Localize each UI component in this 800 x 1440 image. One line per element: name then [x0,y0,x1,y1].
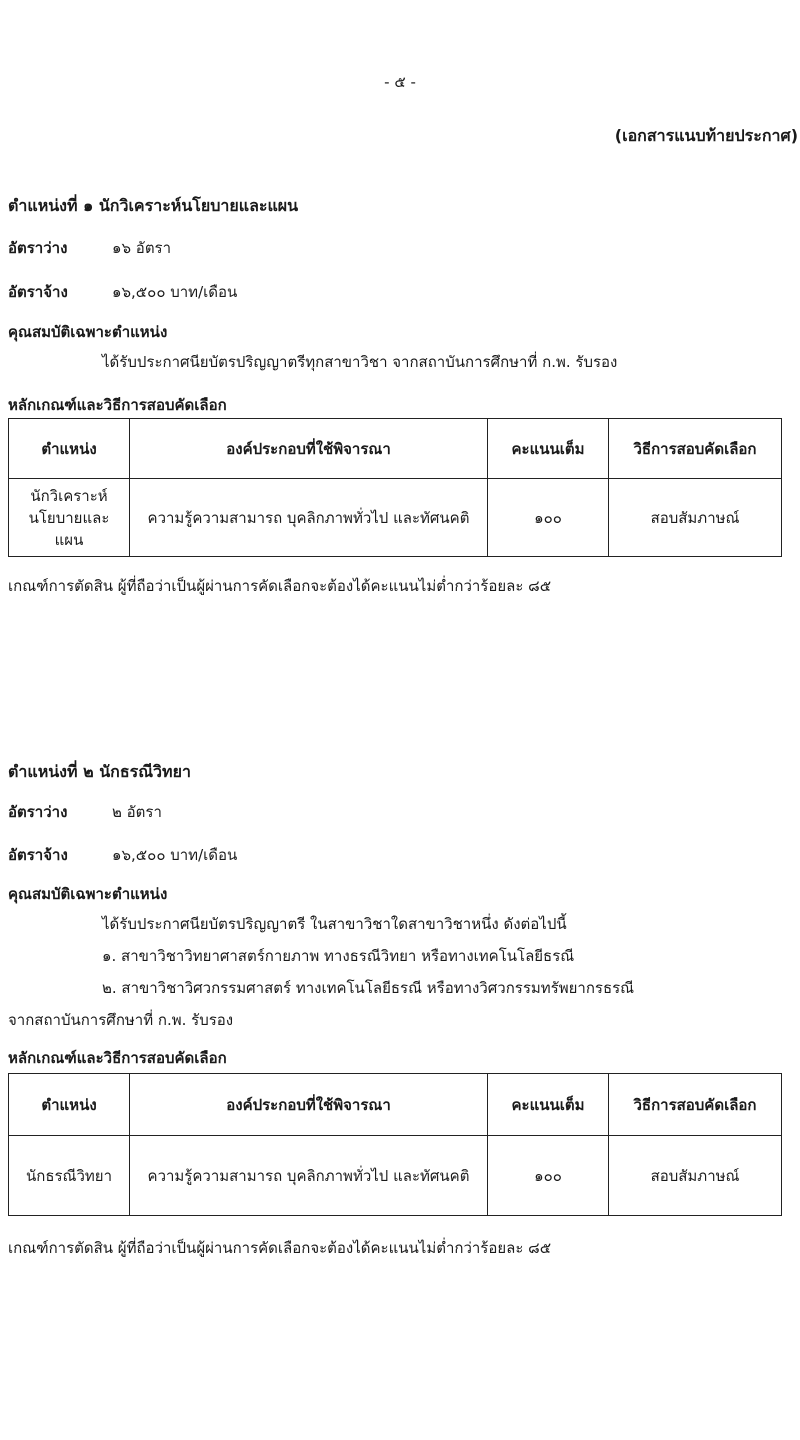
table-row [9,479,782,557]
position-1-salary-value: ๑๖,๕๐๐ บาท/เดือน [112,283,238,301]
header-method: วิธีการสอบคัดเลือก [609,1074,782,1136]
header-full-score: คะแนนเต็ม [488,419,609,479]
cell-full-score: ๑๐๐ [488,1136,609,1216]
position-1-qual-line: ได้รับประกาศนียบัตรปริญญาตรีทุกสาขาวิชา จากสถาบันการศึกษาที่ ก.พ. รับรอง [102,353,618,371]
position-2-criteria-heading: หลักเกณฑ์และวิธีการสอบคัดเลือก [8,1049,227,1067]
cell-criteria: ความรู้ความสามารถ บุคลิกภาพทั่วไป และทัศนคติ [130,1136,488,1216]
header-position: ตำแหน่ง [9,419,130,479]
position-1-qual-heading: คุณสมบัติเฉพาะตำแหน่ง [8,323,168,341]
header-position: ตำแหน่ง [9,1074,130,1136]
header-method: วิธีการสอบคัดเลือก [609,419,782,479]
cell-position: นักธรณีวิทยา [9,1136,130,1216]
position-2-salary-value: ๑๖,๕๐๐ บาท/เดือน [112,846,238,864]
position-2-title: ตำแหน่งที่ ๒ นักธรณีวิทยา [8,762,191,781]
position-1-decision: เกณฑ์การตัดสิน ผู้ที่ถือว่าเป็นผู้ผ่านการคัดเลือกจะต้องได้คะแนนไม่ต่ำกว่าร้อยละ ๘๕ [8,577,552,595]
header-criteria: องค์ประกอบที่ใช้พิจารณา [130,419,488,479]
position-2-criteria-table [8,1073,782,1216]
position-2-vacancy-value: ๒ อัตรา [112,803,162,821]
position-2-salary-label: อัตราจ้าง [8,846,68,864]
cell-method: สอบสัมภาษณ์ [609,1136,782,1216]
page-number: - ๕ - [384,73,416,91]
attachment-note: (เอกสารแนบท้ายประกาศ) [614,126,798,145]
position-2-qual-heading: คุณสมบัติเฉพาะตำแหน่ง [8,885,168,903]
position-1-vacancy-value: ๑๖ อัตรา [112,239,172,257]
table-header-row [9,419,782,479]
cell-method: สอบสัมภาษณ์ [609,479,782,557]
header-full-score: คะแนนเต็ม [488,1074,609,1136]
table-row [9,1136,782,1216]
position-2-qual-line-4: จากสถาบันการศึกษาที่ ก.พ. รับรอง [8,1011,234,1029]
position-2-qual-line-1: ได้รับประกาศนียบัตรปริญญาตรี ในสาขาวิชาใดสาขาวิชาหนึ่ง ดังต่อไปนี้ [102,915,567,933]
position-2-qual-line-2: ๑. สาขาวิชาวิทยาศาสตร์กายภาพ ทางธรณีวิทยา หรือทางเทคโนโลยีธรณี [102,947,575,965]
header-criteria: องค์ประกอบที่ใช้พิจารณา [130,1074,488,1136]
position-2-decision: เกณฑ์การตัดสิน ผู้ที่ถือว่าเป็นผู้ผ่านการคัดเลือกจะต้องได้คะแนนไม่ต่ำกว่าร้อยละ ๘๕ [8,1239,552,1257]
position-2-vacancy-label: อัตราว่าง [8,803,68,821]
cell-criteria: ความรู้ความสามารถ บุคลิกภาพทั่วไป และทัศนคติ [130,479,488,557]
table-header-row [9,1074,782,1136]
cell-full-score: ๑๐๐ [488,479,609,557]
position-2-qual-line-3: ๒. สาขาวิชาวิศวกรรมศาสตร์ ทางเทคโนโลยีธรณี หรือทางวิศวกรรมทรัพยากรธรณี [102,979,635,997]
position-1-criteria-heading: หลักเกณฑ์และวิธีการสอบคัดเลือก [8,396,227,414]
position-1-criteria-table [8,418,782,557]
position-1-title: ตำแหน่งที่ ๑ นักวิเคราะห์นโยบายและแผน [8,196,299,215]
cell-position: นักวิเคราะห์นโยบายและแผน [9,479,130,557]
position-1-vacancy-label: อัตราว่าง [8,239,68,257]
position-1-salary-label: อัตราจ้าง [8,283,68,301]
